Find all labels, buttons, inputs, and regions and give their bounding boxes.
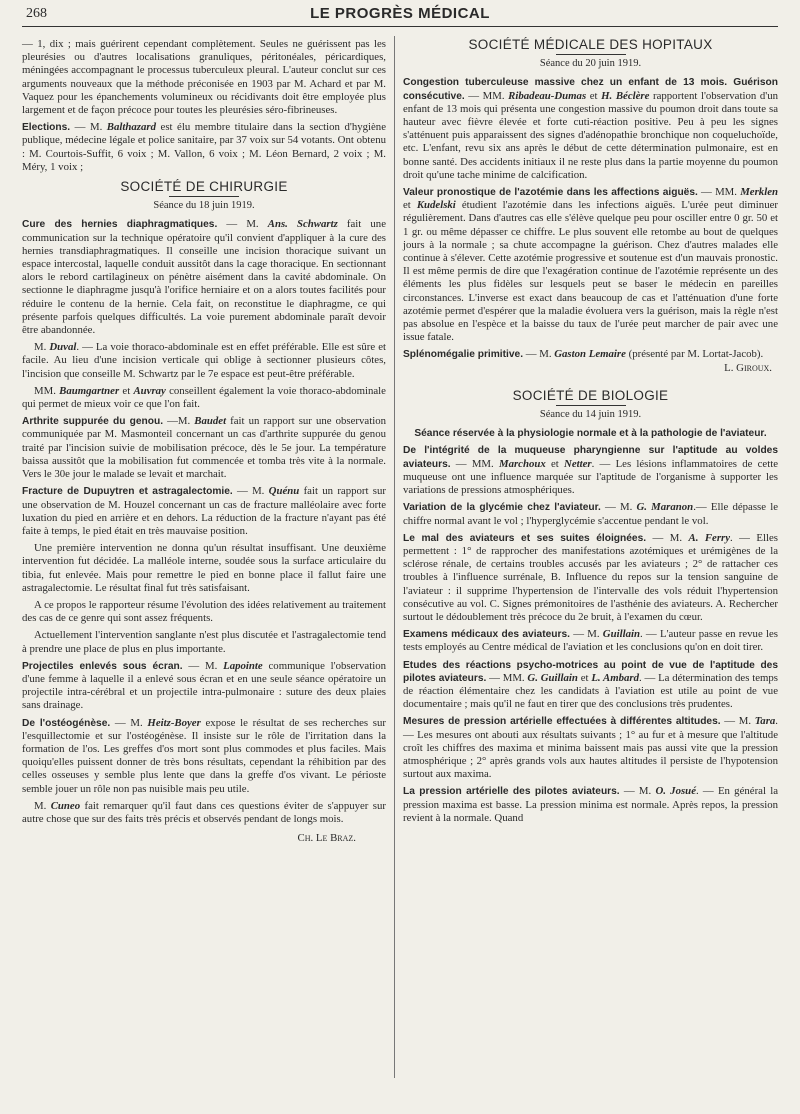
- baumgartner-text: conseillent également la voie thoraco-abdominale qui permet de mieux voir ce que l'on fait.: [22, 384, 386, 411]
- glycemie-lead: Variation de la glycémie chez l'aviateur.: [403, 502, 601, 514]
- ferry-author: A. Ferry: [688, 531, 731, 544]
- g-guillain-author: G. Guillain: [527, 671, 578, 684]
- baumgartner-author: Baumgartner: [59, 384, 120, 397]
- cuneo-author: Cuneo: [50, 799, 81, 812]
- page-header: [22, 4, 778, 27]
- kudelski-author: Kudelski: [416, 199, 456, 212]
- hernies-text: fait une communication sur la technique opératoire qu'il convient d'appliquer à la cure des hernies transdiaphragmatiques. Il conseille une incision thoracique suivant un espace intercostal, laquelle conduit aussitôt dans la cage thoracique. En sectionnant alors le rebord cartilagineux on pénètre aisément dans la cavité abdominale. On sectionne le diaphragme jusqu'à l'orifice herniaire et on a alors toutes facilités pour réduire le contenu de la hernie. Cela fait, on reconstitue le diaphragme, ce qui présente parfois quelques difficultés. La voie purement abdominale paraît devoir être abandonnée.: [22, 218, 386, 337]
- ambard-author: L. Ambard: [591, 671, 639, 684]
- hopitaux-title: SOCIÉTÉ MÉDICALE DES HOPITAUX: [468, 37, 713, 52]
- marchoux-author: Marchoux: [498, 457, 546, 470]
- left-column: [22, 38, 386, 1106]
- lemaire-author: Gaston Lemaire: [554, 348, 626, 361]
- intro-paragraph: — 1, dix ; mais guérirent cependant complètement. Seules ne guérissent pas les pleurésies ou d'autres localisations granuliques, péritonéales, péricardiques, méningées accompagnant le processus tuberculeux pleural. L'auteur conclut sur ces arguments nouveaux que la méthode préconisée en 1903 par M. Achard et par M. Vaquez pour les épanchements volumineux ou récidivants doit être employée plus largement et de façon précoce pour toutes les pleurésies séro-fibrineuses.: [22, 38, 386, 117]
- projectiles-text: communique l'observation d'une femme à laquelle il a enlevé sous écran et en une seule séance opératoire un projectile intra-cérébral et un projectile intra-pulmonaire : suture des deux plaies sans drainage.: [22, 659, 387, 712]
- ribadeau-author: Ribadeau-Dumas: [508, 89, 587, 102]
- fracture-paragraph: Fracture de Dupuytren et astragalectomie. — M. Quénu fait un rapport sur une observation de M. Houzel concernant un cas de fracture malléolaire avec forte luxation du pied en arrière et en dehors. La réduction de la fracture n'ayant pas été faite à temps, le pied était en très mauvaise position.: [22, 485, 386, 537]
- biologie-date: Séance du 14 juin 1919.: [539, 409, 642, 421]
- hernies-author: Ans. Schwartz: [267, 218, 338, 231]
- page-number: 268: [26, 6, 47, 21]
- splenomegalie-paragraph: Splénomégalie primitive. — M. Gaston Lemaire (présenté par M. Lortat-Jacob). L. Giroux.: [403, 348, 778, 361]
- chirurgie-title: SOCIÉTÉ DE CHIRURGIE: [120, 179, 288, 195]
- guillain-author: Guillain: [602, 628, 640, 641]
- pression-altitudes-text: . — Les mesures ont abouti aux résultats suivants ; 1° au fur et à mesure que l'altitude croît les chiffres des maxima et minima baissent mais pas aussi vite que la pression atmosphérique ; 2° après grands vols aux hautes altitudes il persiste de l'hypotension surtout aux maxima.: [403, 715, 778, 781]
- congestion-paragraph: Congestion tuberculeuse massive chez un enfant de 13 mois. Guérison consécutive. — MM. Ribadeau-Dumas et H. Béclère rapportent l'observation d'un enfant de 13 mois qui présenta une congestion massive du poumon droit dans toute sa hauteur avec fièvre élevée et forte cuti-réaction positive. Peu à peu les signes s'atténuent puis apparaissent des signes d'adénopathie bronchique non coqueluchoïde, etc. L'enfant, revu six ans après le début de cette détermination pulmonaire, est en bonne santé. Des accidents initiaux il ne reste plus dans la partie moyenne du poumon droit qu'une tache minime de calcification.: [403, 77, 778, 181]
- elections-text: est élu membre titulaire dans la section d'hygiène publique, médecine légale et police sanitaire, par 37 voix sur 54 votants. Ont obtenu : M. Courtois-Suffit, 6 voix ; M. Vallon, 6 voix ; M. Léon Bernard, 2 voix ; M. Méry, 1 voix ;: [22, 121, 386, 173]
- osteogenese-paragraph: De l'ostéogénèse. — M. Heitz-Boyer expose le résultat de ses recherches sur l'esquillectomie et sur l'ostéogénèse. Il insiste sur le rôle de l'irritation dans la formation de l'os. Les greffes d'os mort sont plus commodes et plus faciles. Mais quoiqu'elles puissent donner de très bons résultats, cependant la réhibition par des celles osseuses y semble plus lente que dans la greffe d'os vivant. Le périoste semble jouer un rôle non pas nuisible mais peu utile.: [22, 716, 386, 795]
- muqueuse-paragraph: De l'intégrité de la muqueuse pharyngienne sur l'aptitude au voldes aviateurs. — MM. Marchoux et Netter. — Les lésions inflammatoires de cette muqueuse ont une influence marquée sur l'aptitude de l'organisme à supporter les variations de pressions atmosphériques.: [403, 445, 778, 497]
- baumgartner-paragraph: MM. Baumgartner et Auvray conseillent également la voie thoraco-abdominale qui permet de mieux voir ce que l'on fait.: [22, 384, 386, 411]
- josue-author: O. Josué: [655, 785, 696, 798]
- duval-paragraph: M. Duval. — La voie thoraco-abdominale est en effet préférable. Elle est sûre et facile. Au lieu d'une incision verticale qui oblige à sectionner plusieurs côtes, l'incision que conseille M. Schwartz par le 7e espace est peut-être préférable.: [22, 341, 387, 380]
- chirurgie-date: Séance du 18 juin 1919.: [153, 200, 255, 212]
- tara-author: Tara: [754, 715, 776, 728]
- duval-author: Duval: [49, 341, 77, 354]
- biologie-subtitle: Séance réservée à la physiologie normale et à la pathologie de l'aviateur.: [414, 428, 767, 440]
- splenomegalie-lead: Splénomégalie primitive.: [403, 349, 524, 361]
- azotemie-paragraph: Valeur pronostique de l'azotémie dans les affections aiguës. — MM. Merklen et Kudelski étudient l'azotémie dans les infections aiguës. L'urée peut diminuer régulièrement. Dans d'autres cas elle s'élève quelque peu pour osciller entre 0 gr. 50 et 1 gr. ou même dépasser ce chiffre. Le plus souvent elle retombe au bout de quelques jours à la normale ; sa chute accompagne la guérison. Chez d'autres malades elle continue à s'élever. Cette azotémie progressive et soutenue est d'un mauvais pronostic. Il est même permis de dire que l'exagération continue de l'azotémie représente un des éléments les plus fidèles sur lesquels peut se baser le médecin en pareilles circonstances. L'inverse est exact dans beaucoup de cas et l'atténuation d'une forte azotémie permet d'espérer que la maladie évoluera vers la guérison, mais la règle n'est pas absolue en l'espèce et la baisse du taux de l'urée peut marcher de pair avec une issue fatale.: [403, 186, 778, 344]
- fracture-text: fait un rapport sur une observation de M. Houzel concernant un cas de fracture malléolaire avec forte luxation du pied en arrière et en dehors. La réduction de la fracture n'ayant pas été faite à temps, le pied était en très mauvaise position.: [22, 485, 386, 537]
- azotemie-text: étudient l'azotémie dans les infections aiguës. L'urée peut diminuer régulièrement. Dans d'autres cas elle s'élève quelque peu pour osciller entre 0 gr. 50 et 1 gr. ou même dépasser ce chiffre. Le plus souvent elle retombe au bout de quelques jours à la normale ; sa chute accompagne la guérison. Chez d'autres malades elle continue à s'élever. Cette azotémie progressive et soutenue est d'un mauvais pronostic. Il est même permis de dire que l'exagération continue de l'azotémie représente un des éléments les plus fidèles sur lesquels peut se baser le médecin en pareilles circonstances. L'inverse est exact dans beaucoup de cas et l'atténuation d'une forte azotémie permet d'espérer que la maladie évoluera vers la guérison, mais la règle n'est pas absolue en l'espèce et la baisse du taux de l'urée peut marcher de pair avec une issue fatale.: [403, 199, 778, 344]
- examens-lead: Examens médicaux des aviateurs.: [403, 629, 570, 641]
- hernies-paragraph: Cure des hernies diaphragmatiques. — M. Ans. Schwartz fait une communication sur la technique opératoire qu'il convient d'appliquer à la cure des hernies transdiaphragmatiques. Il conseille une incision thoracique suivant un espace intercostal, laquelle conduit aussitôt dans la cage thoracique. En sectionnant alors le rebord cartilagineux on pénètre aisément dans la cavité abdominale. On sectionne le diaphragme jusqu'à l'orifice herniaire et on a alors toutes facilités pour réduire le contenu de la hernie. Cela fait, on reconstitue le diaphragme, ce qui présente parfois quelques difficultés. La voie purement abdominale paraît devoir être abandonnée.: [22, 218, 386, 337]
- reactions-paragraph: Etudes des réactions psycho-motrices au point de vue de l'aptitude des pilotes aviateurs. — MM. G. Guillain et L. Ambard. — La détermination des temps de réaction élémentaire chez les candidats à l'aviation est utile au point de vue documentaire ; mais qu'il ne faut en tirer que des conclusions très prudentes.: [403, 659, 778, 711]
- mal-aviateurs-paragraph: Le mal des aviateurs et ses suites éloignées. — M. A. Ferry. — Elles permettent : 1° de rapprocher des manifestations azotémiques et urémigènes de la sclérose rénale, de certains troubles accusés par les aviateurs ; 2° de rattacher ces troubles à l'influence surrénale, B. Influence du repos sur la tension sanguine de l'aviateur : il supprime l'hypertension de l'intervalle des vols réduit l'hypertension consécutive au vol. C. Signes prémonitoires de l'asthénie des aviateurs. A. Rechercher surtout le dédoublement très précoce du 2e bruit, à l'examen du cœur.: [403, 531, 778, 623]
- chirurgie-title-rule: [169, 196, 239, 197]
- rapporteur-paragraph: A ce propos le rapporteur résume l'évolution des idées relativement au traitement des cas de ce genre qui sont assez fréquents.: [22, 598, 386, 625]
- elections-paragraph: Elections. — M. Balthazard est élu membre titulaire dans la section d'hygiène publique, médecine légale et police sanitaire, par 37 voix sur 54 votants. Ont obtenu : M. Courtois-Suffit, 6 voix ; M. Vallon, 6 voix ; M. Léon Bernard, 2 voix ; M. Méry, 1 voix ;: [22, 121, 386, 173]
- arthrite-lead: Arthrite suppurée du genou.: [22, 416, 164, 428]
- elections-author: Balthazard: [106, 121, 156, 134]
- merklen-author: Merklen: [740, 186, 778, 199]
- actuellement-paragraph: Actuellement l'intervention sanglante n'est plus discutée et l'astragalectomie tend à prendre une place de plus en plus importante.: [22, 629, 386, 655]
- elections-lead: Elections.: [22, 122, 71, 134]
- mal-aviateurs-text: . — Elles permettent : 1° de rapprocher des manifestations azotémiques et urémigènes de la sclérose rénale, de certains troubles accusés par les aviateurs ; 2° de rattacher ces troubles à l'influence surrénale, B. Influence du repos sur la tension sanguine de l'aviateur : il supprime l'hypertension de l'intervalle des vols réduit l'hypertension consécutive au vol. C. Signes prémonitoires de l'asthénie des aviateurs. A. Rechercher surtout le dédoublement très précoce du 2e bruit, à l'examen du cœur.: [403, 531, 778, 623]
- glycemie-paragraph: Variation de la glycémie chez l'aviateur. — M. G. Maranon.— Elle dépasse le chiffre normal avant le vol ; l'hyperglycémie s'accentue pendant le vol.: [403, 501, 778, 527]
- osteogenese-text: expose le résultat de ses recherches sur l'esquillectomie et sur l'ostéogénèse. Il insiste sur le rôle de l'irritation dans la formation de l'os. Les greffes d'os mort sont plus commodes et plus faciles. Mais quoiqu'elles puissent donner de très bons résultats, cependant la réhibition par des celles osseuses y semble plus lente que dans la greffe d'os vivant. Le périoste semble jouer un rôle non pas nuisible mais peu utile.: [22, 716, 386, 795]
- hernies-lead: Cure des hernies diaphragmatiques.: [22, 219, 218, 231]
- muqueuse-text: . — Les lésions inflammatoires de cette muqueuse ont une influence marquée sur l'aptitude de l'organisme à supporter les variations de pressions atmosphériques.: [403, 457, 778, 497]
- pression-pilotes-lead: La pression artérielle des pilotes aviateurs.: [403, 786, 620, 798]
- column-divider: [394, 36, 395, 1078]
- reactions-text: . — La détermination des temps de réaction élémentaire chez les candidats à l'aviation est utile au point de vue documentaire ; mais qu'il ne faut en tirer que des conclusions très prudentes.: [403, 671, 778, 711]
- osteogenese-lead: De l'ostéogénèse.: [22, 717, 111, 729]
- osteogenese-author: Heitz-Boyer: [147, 716, 201, 729]
- pression-pilotes-text: . — En général la pression maxima est basse. La pression minima est normale. Après repos, la pression revient à la normale. Quand: [403, 785, 778, 824]
- hopitaux-title-rule: [556, 54, 626, 55]
- arthrite-text: fait un rapport sur une observation communiquée par M. Masmonteil concernant un cas d'arthrite suppurée du genou traité par l'incision suivie de mobilisation précoce, dès le 5e jour. La température baissa aussitôt que la mobilisation fut commencée et tomba très vite à la normale. Vers le 30e jour le malade se levait et marchait.: [22, 415, 386, 481]
- pression-pilotes-paragraph: La pression artérielle des pilotes aviateurs. — M. O. Josué. — En général la pression maxima est basse. La pression minima est normale. Après repos, la pression revient à la normale. Quand: [403, 785, 778, 824]
- reactions-lead: Etudes des réactions psycho-motrices au point de vue de l'aptitude des pilotes aviateurs.: [403, 659, 778, 684]
- fracture-lead: Fracture de Dupuytren et astragalectomie.: [22, 486, 233, 498]
- pression-altitudes-lead: Mesures de pression artérielle effectuées à différentes altitudes.: [403, 716, 721, 728]
- arthrite-paragraph: Arthrite suppurée du genou. —M. Baudet fait un rapport sur une observation communiquée par M. Masmonteil concernant un cas d'arthrite suppurée du genou traité par l'incision suivie de mobilisation précoce, dès le 5e jour. La température baissa aussitôt que la mobilisation fut commencée et tomba très vite à la normale. Vers le 30e jour le malade se levait et marchait.: [22, 415, 386, 481]
- projectiles-lead: Projectiles enlevés sous écran.: [22, 660, 183, 672]
- muqueuse-lead: De l'intégrité de la muqueuse pharyngienne sur l'aptitude au voldes aviateurs.: [403, 445, 778, 470]
- biologie-title: SOCIÉTÉ DE BIOLOGIE: [512, 387, 669, 403]
- examens-text: . — L'auteur passe en revue les tests employés au Centre médical de l'aviation et les conclusions qu'on en doit tirer.: [403, 628, 778, 654]
- chirurgie-signature: Ch. Le Braz.: [297, 832, 356, 845]
- cuneo-paragraph: M. Cuneo fait remarquer qu'il faut dans ces questions éviter de s'appuyer sur autre chose que sur des faits très précis et observés pendant de longs mois.: [22, 799, 387, 825]
- beclere-author: H. Béclère: [601, 89, 650, 102]
- hopitaux-date: Séance du 20 juin 1919.: [539, 58, 642, 70]
- right-column: [403, 38, 778, 1106]
- projectiles-paragraph: Projectiles enlevés sous écran. — M. Lapointe communique l'observation d'une femme à laquelle il a enlevé sous écran et en une seule séance opératoire un projectile intra-cérébral et un projectile intra-pulmonaire : suture des deux plaies sans drainage.: [22, 659, 387, 712]
- biologie-title-rule: [556, 405, 626, 406]
- azotemie-lead: Valeur pronostique de l'azotémie dans les affections aiguës.: [403, 187, 698, 199]
- journal-title: LE PROGRÈS MÉDICAL: [310, 5, 490, 22]
- auvray-author: Auvray: [133, 384, 166, 397]
- cuneo-text: fait remarquer qu'il faut dans ces questions éviter de s'appuyer sur autre chose que sur des faits très précis et observés pendant de longs mois.: [22, 799, 387, 825]
- arthrite-author: Baudet: [194, 415, 227, 428]
- netter-author: Netter: [564, 457, 592, 470]
- pression-altitudes-paragraph: Mesures de pression artérielle effectuées à différentes altitudes. — M. Tara. — Les mesures ont abouti aux résultats suivants ; 1° au fur et à mesure que l'altitude croît les chiffres des maxima et minima baissent mais pas aussi vite que la pression atmosphérique ; 2° après grands vols aux hautes altitudes il persiste de l'hypotension surtout aux maxima.: [403, 715, 778, 781]
- hopitaux-signature: L. Giroux.: [724, 361, 772, 374]
- intervention-paragraph: Une première intervention ne donna qu'un résultat insuffisant. Une deuxième intervention fut décidée. La malléole interne, soudée sous la surface articulaire du tibia, fut enlevée. Mais pour remettre le pied en bonne place il fallut faire une astragalectomie. Le résultat final fut très satisfaisant.: [22, 542, 386, 594]
- examens-paragraph: Examens médicaux des aviateurs. — M. Guillain. — L'auteur passe en revue les tests employés au Centre médical de l'aviation et les conclusions qu'on en doit tirer.: [403, 628, 778, 654]
- congestion-lead: Congestion tuberculeuse massive chez un enfant de 13 mois. Guérison consécutive.: [403, 77, 778, 102]
- duval-text: . — La voie thoraco-abdominale est en effet préférable. Elle est sûre et facile. Au lieu d'une incision verticale qui oblige à sectionner plusieurs côtes, l'incision que conseille M. Schwartz par le 7e espace est peut-être préférable.: [22, 341, 387, 380]
- maranon-author: G. Maranon: [636, 501, 694, 514]
- congestion-text: rapportent l'observation d'un enfant de 13 mois qui présenta une congestion massive du poumon droit dans toute sa hauteur avec fièvre élevée et forte cuti-réaction positive. Peu à peu les signes s'atténuent puis apparaissent des signes d'adénopathie bronchique non coqueluchoïde, etc. L'enfant, revu six ans après le début de cette détermination pulmonaire, est en bonne santé. Des accidents initiaux il ne reste plus dans la partie moyenne du poumon droit qu'une tache minime de calcification.: [403, 89, 778, 181]
- projectiles-author: Lapointe: [223, 659, 263, 672]
- fracture-author: Quénu: [268, 485, 300, 498]
- mal-aviateurs-lead: Le mal des aviateurs et ses suites éloignées.: [403, 532, 647, 544]
- splenomegalie-text: (présenté par M. Lortat-Jacob).: [625, 348, 764, 361]
- glycemie-text: .— Elle dépasse le chiffre normal avant le vol ; l'hyperglycémie s'accentue pendant le vol.: [403, 501, 778, 527]
